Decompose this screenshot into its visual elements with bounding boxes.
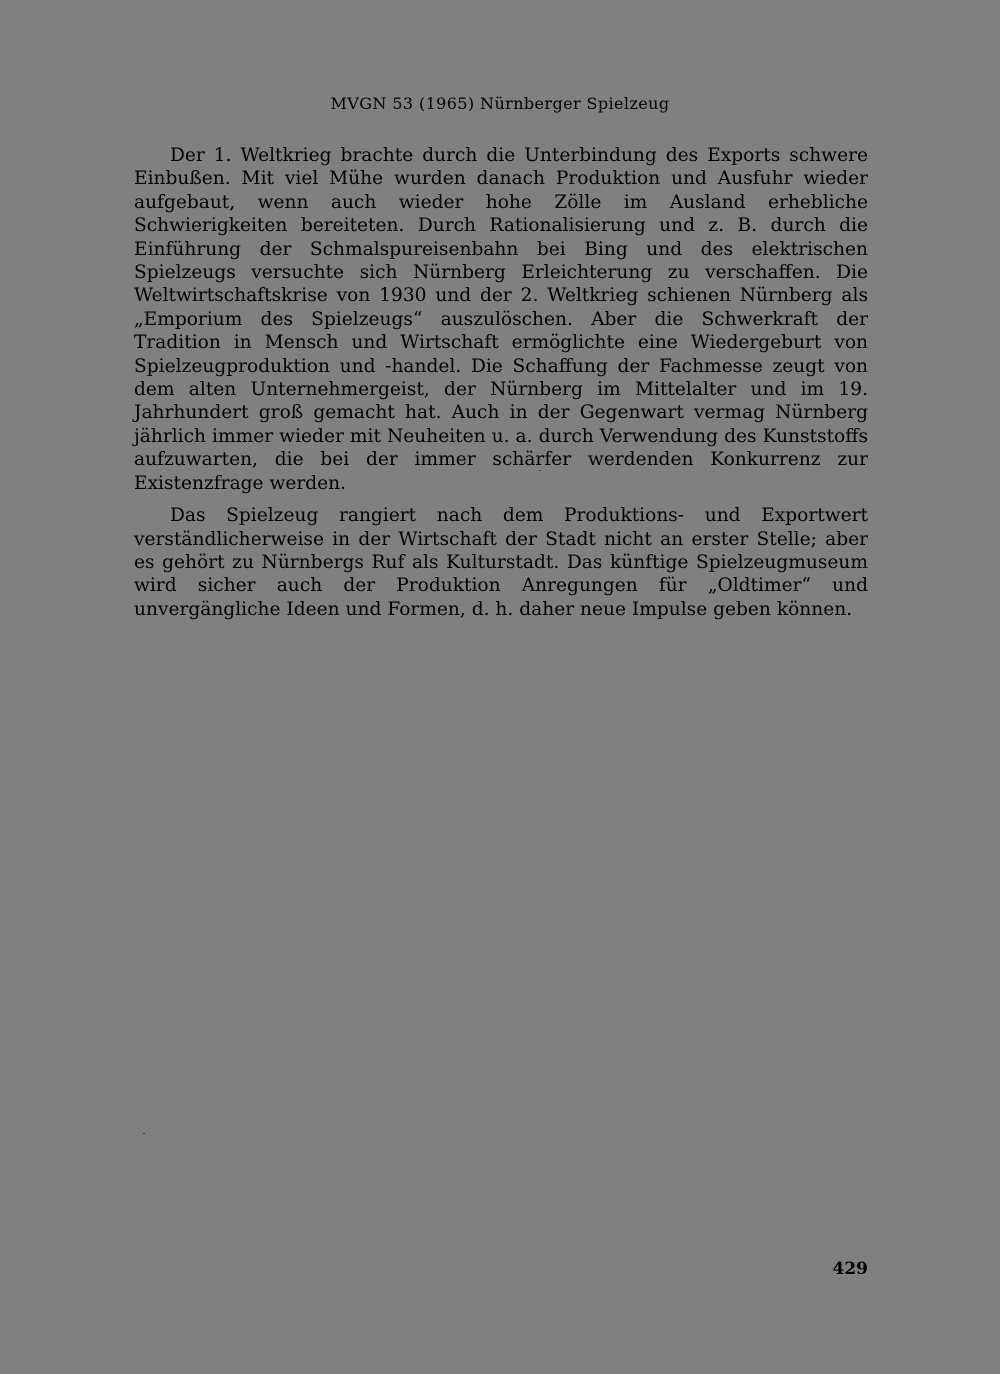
paragraph: Das Spielzeug rangiert nach dem Produktions- und Exportwert verständlicherweise in der Wirtschaft der Stadt nicht an erster Stelle; aber es gehört zu Nürnbergs Ruf als Kulturstadt. Das künftige Spielzeugmuseum wird sicher auch der Produktion Anregungen für „Oldtimer“ und unvergängliche Ideen und Formen, d. h. daher neue Impulse geben können. — [134, 505, 868, 620]
page-number: 429 — [832, 1259, 868, 1279]
scan-speck — [143, 1133, 145, 1134]
paragraph: Der 1. Weltkrieg brachte durch die Unterbindung des Exports schwere Einbußen. Mit viel Mühe wurden danach Produktion und Ausfuhr wieder aufgebaut, wenn auch wieder hohe Zölle im Ausland erhebliche Schwierigkeiten bereiteten. Durch Rationalisierung und z. B. durch die Einführung der Schmalspureisenbahn bei Bing und des elektrischen Spielzeugs versuchte sich Nürnberg Erleichterung zu verschaffen. Die Weltwirtschaftskrise von 1930 und der 2. Weltkrieg schienen Nürnberg als „Emporium des Spielzeugs“ auszulöschen. Aber die Schwerkraft der Tradition in Mensch und Wirtschaft ermöglichte eine Wiedergeburt von Spielzeugproduktion und -handel. Die Schaffung der Fachmesse zeugt von dem alten Unternehmergeist, der Nürnberg im Mittelalter und im 19. Jahrhundert groß gemacht hat. Auch in der Gegenwart vermag Nürnberg jährlich immer wieder mit Neuheiten u. a. durch Verwendung des Kunststoffs aufzuwarten, die bei der immer schärfer werdenden Konkurrenz zur Existenzfrage werden. — [134, 145, 868, 494]
body-text — [134, 144, 868, 621]
running-header: MVGN 53 (1965) Nürnberger Spielzeug — [330, 94, 670, 113]
scan-speck — [539, 470, 541, 471]
